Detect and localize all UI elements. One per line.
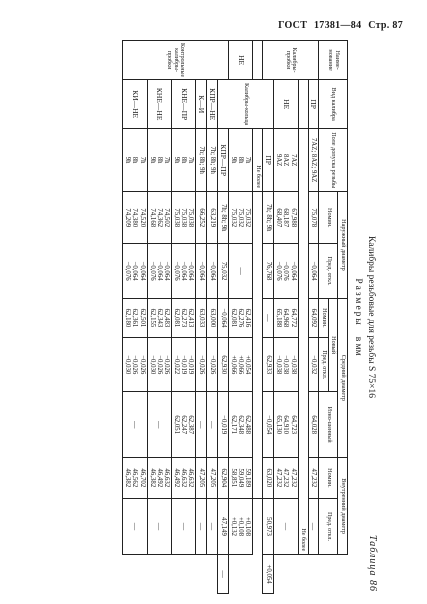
cell-value: 59,189	[244, 468, 252, 488]
col-sred-izn: Изно-шенный	[319, 392, 338, 458]
cell-value: −0,064	[131, 261, 139, 281]
table-row	[172, 41, 196, 594]
cell-sr-izn	[229, 392, 253, 458]
table-row	[274, 41, 298, 594]
cell-sr-nom	[274, 298, 298, 337]
cell-value: 47,232	[275, 468, 283, 488]
cell-value: 7h	[163, 156, 170, 164]
col-vid: Вид калибра	[319, 80, 348, 129]
cell-value: 9AZ	[275, 153, 283, 167]
table-row	[207, 41, 218, 594]
cell-value: −0,026	[163, 355, 170, 375]
cell-vn-nom: 50,973	[263, 498, 274, 554]
cell-nar-nom	[147, 192, 171, 244]
cell-pole: 7h; 8h; 9h	[196, 129, 207, 192]
group-koltsa: Калибры-кольца	[218, 80, 274, 129]
cell-vid: КНЕ—ПР	[172, 80, 196, 129]
cell-vid: КПР—ПР	[218, 129, 229, 192]
cell-sr-pred: −0,054	[263, 392, 274, 458]
table-row	[263, 41, 274, 594]
cell-sr-izn	[172, 392, 196, 458]
cell-value: 46,632	[187, 468, 195, 488]
cell-value: 62,501	[138, 308, 146, 328]
cell-value: 47,232	[282, 468, 290, 488]
cell-nar-nom: 66,252	[196, 192, 207, 244]
col-vn-nom: Номин.	[319, 457, 338, 498]
cell-value: −0,038	[289, 355, 297, 375]
cell-sr-nom	[123, 298, 147, 337]
cell-vn-nom	[147, 457, 171, 498]
cell-nar-nom	[274, 192, 298, 244]
cell-vn-pred: —	[196, 498, 207, 554]
cell-sr-nom: 63,033	[196, 298, 207, 337]
cell-nar-pred	[274, 244, 298, 298]
cell-value: 62,247	[180, 415, 188, 435]
cell-sr-pred: −0,032	[308, 338, 319, 392]
cell-value: −0,076	[282, 261, 290, 281]
cell-value: 8h	[180, 156, 188, 164]
cell-vn-pred: —	[218, 555, 229, 594]
cell-nar-pred	[123, 244, 147, 298]
cell-value: 64,723	[289, 415, 297, 435]
cell-nar-nom	[229, 192, 253, 244]
cell-value: 7AZ	[289, 153, 297, 167]
cell-vn-pred: —	[147, 498, 171, 554]
cell-value: 8h	[131, 156, 139, 164]
cell-vn-pred: +0,054	[263, 555, 274, 594]
cell-sr-izn: —	[147, 392, 171, 458]
cell-value: −0,064	[187, 261, 195, 281]
cell-nar-pred: −0,064	[196, 244, 207, 298]
col-nar-pred: Пред. откл.	[319, 244, 338, 298]
spacer	[253, 192, 263, 499]
cell-pole: 7h; 8h; 9h	[263, 192, 274, 244]
cell-pole: 7AZ; 8AZ; 9AZ	[308, 129, 319, 192]
col-pole: Поле допуска резьбы	[319, 129, 348, 192]
cell-value: −0,030	[148, 355, 156, 375]
cell-sr-pred: −0,019	[218, 392, 229, 458]
cell-nar-pred: −0,064	[308, 244, 319, 298]
cell-value: +0,066	[237, 355, 245, 375]
cell-sr-pred	[123, 338, 147, 392]
ne-bolee-label: Не более	[253, 41, 263, 192]
cell-value: 62,273	[180, 308, 188, 328]
table-row	[123, 41, 147, 594]
table-caption: Калибры резьбовые для резьбы S 75×16	[366, 236, 376, 398]
cell-value: 62,171	[230, 415, 238, 435]
cell-value: 64,772	[289, 308, 297, 328]
cell-sr-nom	[229, 298, 253, 337]
cell-pole	[229, 129, 253, 192]
cell-value: −0,026	[138, 355, 146, 375]
cell-sr-izn: —	[207, 392, 218, 458]
cell-value: 74,380	[131, 208, 139, 228]
cell-value: 67,988	[289, 208, 297, 228]
cell-value: 46,382	[148, 468, 156, 488]
cell-value: 9h	[124, 156, 132, 164]
cell-vn-pred: —	[308, 498, 319, 554]
cell-sr-nom: 63,000	[207, 298, 218, 337]
cell-vid: К—И	[196, 80, 207, 129]
cell-value: 58,851	[230, 468, 238, 488]
cell-vid: ПР	[263, 129, 274, 192]
cell-nar-pred	[147, 244, 171, 298]
cell-value: 62,348	[237, 415, 245, 435]
cell-value: 46,632	[163, 468, 170, 488]
table-body	[123, 41, 319, 594]
page-header	[274, 20, 403, 31]
cell-value: +0,066	[230, 355, 238, 375]
cell-value: −0,064	[180, 261, 188, 281]
cell-value: 62,488	[244, 415, 252, 435]
cell-vn-pred	[229, 498, 253, 554]
cell-value: −0,064	[163, 261, 170, 281]
cell-vid: КИ—НЕ	[123, 80, 147, 129]
cell-sr-pred	[172, 338, 196, 392]
cell-value: 62,361	[131, 308, 139, 328]
cell-vn-nom: 47,232	[308, 457, 319, 498]
cell-value: −0,038	[275, 355, 283, 375]
cell-value: 74,362	[155, 208, 163, 228]
col-vn-pred: Пред. откл.	[319, 498, 338, 554]
cell-value: −0,026	[155, 355, 163, 375]
col-sred-nom: Номин.	[319, 298, 329, 337]
cell-value: 65,188	[275, 308, 283, 328]
col-vnutr: Внутренний диаметр	[338, 457, 348, 554]
cell-value: 7h	[187, 156, 195, 164]
col-sred-new: Новый	[329, 298, 339, 392]
cell-nar-nom: 76,768	[263, 244, 274, 298]
cell-vid: НЕ	[229, 41, 253, 80]
cell-pole	[147, 129, 171, 192]
cell-value: 64,968	[282, 308, 290, 328]
cell-value: 75,038	[187, 208, 195, 228]
cell-vid: НЕ	[274, 80, 298, 129]
cell-value: −0,030	[124, 355, 132, 375]
ne-bolee-label: Не более	[298, 129, 308, 555]
cell-value: 62,180	[124, 308, 132, 328]
cell-value: 68,187	[282, 208, 290, 228]
cell-value: 64,910	[282, 415, 290, 435]
col-sred: Средний диаметр	[338, 298, 348, 457]
cell-sr-izn: —	[123, 392, 147, 458]
cell-pole	[274, 129, 298, 192]
ne-bolee-row	[253, 41, 263, 594]
group-probki: Калибры-пробки	[263, 41, 319, 80]
cell-sr-nom: 64,092	[308, 298, 319, 337]
cell-sr-izn: 64,028	[308, 392, 319, 458]
cell-pole: 7h; 8h; 9h	[207, 129, 218, 192]
cell-sr-pred	[229, 338, 253, 392]
cell-value: 9h	[173, 156, 181, 164]
cell-value: 62,483	[163, 308, 170, 328]
cell-nar-pred: —	[229, 244, 253, 298]
cell-sr-izn	[274, 392, 298, 458]
table-row	[308, 41, 319, 594]
cell-value: 74,520	[138, 208, 146, 228]
spacer	[298, 80, 308, 129]
gauge-table	[122, 40, 348, 594]
cell-value: +0,108	[244, 516, 252, 537]
cell-vn-pred: —	[274, 498, 298, 554]
cell-nar-nom	[123, 192, 147, 244]
cell-value: +0,132	[230, 516, 238, 537]
cell-value: 9h	[148, 156, 156, 164]
cell-sr-izn: 63,020	[263, 457, 274, 498]
table-caption-sizes	[353, 40, 363, 594]
cell-value: 62,276	[237, 308, 245, 328]
cell-value: −0,019	[187, 355, 195, 375]
cell-value: 62,343	[155, 308, 163, 328]
cell-value: 47,232	[289, 468, 297, 488]
cell-value: 74,209	[124, 208, 132, 228]
cell-value: 75,038	[173, 208, 181, 228]
cell-nar-nom	[172, 192, 196, 244]
cell-pole	[172, 129, 196, 192]
cell-sr-izn: —	[196, 392, 207, 458]
cell-vn-pred: —	[123, 498, 147, 554]
gost-number: 17381—84	[313, 20, 362, 31]
cell-vn-pred: —	[207, 498, 218, 554]
cell-value: −0,076	[275, 261, 283, 281]
cell-value: −0,038	[282, 355, 290, 375]
col-sred-pred: Пред. откл.	[319, 338, 329, 392]
cell-value: 8h	[155, 156, 163, 164]
cell-nar-pred: —	[263, 298, 274, 337]
cell-nar-pred: −0,064	[218, 298, 229, 337]
cell-value: 46,492	[173, 468, 181, 488]
cell-value: −0,026	[131, 355, 139, 375]
cell-value: 75,032	[230, 208, 238, 228]
cell-nar-nom: 63,219	[207, 192, 218, 244]
cell-value: 62,081	[230, 308, 238, 328]
cell-sr-nom	[147, 298, 171, 337]
page-number: Стр. 87	[368, 20, 403, 31]
cell-value: 74,502	[163, 208, 170, 228]
cell-value: 46,492	[155, 468, 163, 488]
cell-value: −0,064	[289, 261, 297, 281]
cell-nar-pred	[172, 244, 196, 298]
cell-value: 9h	[230, 156, 238, 164]
cell-value: −0,076	[148, 261, 156, 281]
cell-value: 74,168	[148, 208, 156, 228]
cell-value: −0,022	[173, 355, 181, 375]
cell-value: 59,049	[237, 468, 245, 488]
cell-value: −0,076	[124, 261, 132, 281]
cell-value: 46,632	[180, 468, 188, 488]
cell-value: 75,032	[237, 208, 245, 228]
cell-vn-nom: 47,205	[207, 457, 218, 498]
cell-value: 8AZ	[282, 153, 290, 167]
cell-vid: КПР—НЕ	[207, 80, 218, 129]
table-row	[147, 41, 171, 594]
cell-value: +0,108	[237, 516, 245, 537]
cell-sr-pred: −0,026	[207, 338, 218, 392]
cell-nar-nom: 75,078	[308, 192, 319, 244]
cell-value: 75,038	[180, 208, 188, 228]
ne-bolee-row	[298, 41, 308, 594]
cell-vid: КНЕ—НЕ	[147, 80, 171, 129]
rotated-table-block	[24, 40, 380, 594]
cell-sr-izn: 62,904	[218, 457, 229, 498]
table-row	[196, 41, 207, 594]
cell-value: 62,051	[173, 415, 181, 435]
caption-sizes-word: Размеры	[353, 278, 363, 327]
cell-value: 46,702	[138, 468, 146, 488]
cell-vn-pred: —	[172, 498, 196, 554]
cell-sr-pred	[147, 338, 171, 392]
cell-value: 62,155	[148, 308, 156, 328]
cell-vn-nom	[229, 457, 253, 498]
cell-sr-pred: −0,026	[196, 338, 207, 392]
cell-value: −0,064	[138, 261, 146, 281]
cell-vn-nom	[274, 457, 298, 498]
caption-units: в мм	[353, 336, 363, 356]
cell-sr-nom: 62,933	[263, 338, 274, 392]
cell-sr-nom	[172, 298, 196, 337]
cell-sr-nom: 62,930	[218, 338, 229, 392]
cell-nar-pred: −0,064	[207, 244, 218, 298]
cell-value: 46,562	[131, 468, 139, 488]
cell-value: 62,387	[187, 415, 195, 435]
cell-value: 62,081	[173, 308, 181, 328]
cell-value: 7h	[138, 156, 146, 164]
cell-pole	[123, 129, 147, 192]
cell-value: 62,416	[244, 308, 252, 328]
cell-vn-nom	[172, 457, 196, 498]
cell-nar-nom: 75,032	[218, 244, 229, 298]
cell-value: 68,407	[275, 208, 283, 228]
cell-pole: 7h; 8h; 9h	[218, 192, 229, 244]
cell-value: −0,019	[180, 355, 188, 375]
col-nar-nom: Номин.	[319, 192, 338, 244]
table-number: Таблица 86	[367, 535, 378, 592]
cell-value: 46,382	[124, 468, 132, 488]
cell-vn-nom: 47,205	[196, 457, 207, 498]
cell-value: 8h	[237, 156, 245, 164]
cell-value: 75,032	[244, 208, 252, 228]
cell-vn-nom	[123, 457, 147, 498]
cell-value: 7h	[244, 156, 252, 164]
cell-value: +0,054	[244, 355, 252, 375]
group-kontrol: Контрольные калибры-пробки	[123, 41, 229, 80]
cell-value: 62,413	[187, 308, 195, 328]
col-nar: Наружный диаметр	[338, 192, 348, 299]
cell-value: −0,064	[155, 261, 163, 281]
cell-value: −0,076	[173, 261, 181, 281]
cell-value: 65,130	[275, 415, 283, 435]
cell-vn-nom: 47,149	[218, 498, 229, 554]
cell-sr-pred	[274, 338, 298, 392]
col-naim: Наиме-нование	[319, 41, 348, 80]
gost-label: ГОСТ	[278, 20, 308, 31]
cell-vid: ПР	[308, 80, 319, 129]
